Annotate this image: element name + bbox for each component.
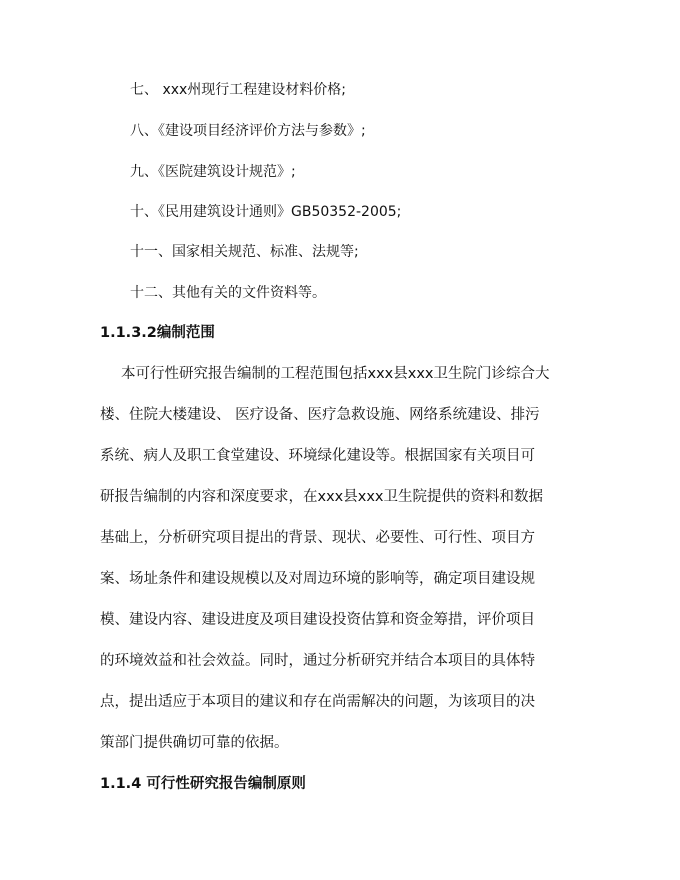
list-item-8: 八、《建设项目经济评价方法与参数》; <box>130 123 366 139</box>
paragraph-line: 楼、住院大楼建设、 医疗设备、医疗急救设施、网络系统建设、排污 <box>100 407 540 423</box>
list-item-9: 九、《医院建筑设计规范》; <box>130 164 296 180</box>
paragraph-line: 研报告编制的内容和深度要求，在xxx县xxx卫生院提供的资料和数据 <box>100 489 543 505</box>
paragraph-line: 系统、病人及职工食堂建设、环境绿化建设等。根据国家有关项目可 <box>100 448 535 464</box>
paragraph-line: 案、场址条件和建设规模以及对周边环境的影响等，确定项目建设规 <box>100 571 535 587</box>
list-item-11: 十一、国家相关规范、标准、法规等; <box>130 244 359 260</box>
list-item-10: 十、《民用建筑设计通则》GB50352-2005; <box>130 204 402 220</box>
list-item-7: 七、 xxx州现行工程建设材料价格; <box>130 82 347 98</box>
paragraph-line: 的环境效益和社会效益。同时，通过分析研究并结合本项目的具体特 <box>100 653 535 669</box>
paragraph-line: 本可行性研究报告编制的工程范围包括xxx县xxx卫生院门诊综合大 <box>121 366 550 382</box>
section-heading-principles: 1.1.4 可行性研究报告编制原则 <box>100 776 306 792</box>
section-heading-scope: 1.1.3.2编制范围 <box>100 325 215 341</box>
list-item-12: 十二、其他有关的文件资料等。 <box>130 285 326 301</box>
paragraph-line: 模、建设内容、建设进度及项目建设投资估算和资金筹措，评价项目 <box>100 612 535 628</box>
paragraph-line: 点，提出适应于本项目的建议和存在尚需解决的问题，为该项目的决 <box>100 694 535 710</box>
paragraph-line: 基础上，分析研究项目提出的背景、现状、必要性、可行性、项目方 <box>100 530 535 546</box>
paragraph-line: 策部门提供确切可靠的依据。 <box>100 735 289 751</box>
